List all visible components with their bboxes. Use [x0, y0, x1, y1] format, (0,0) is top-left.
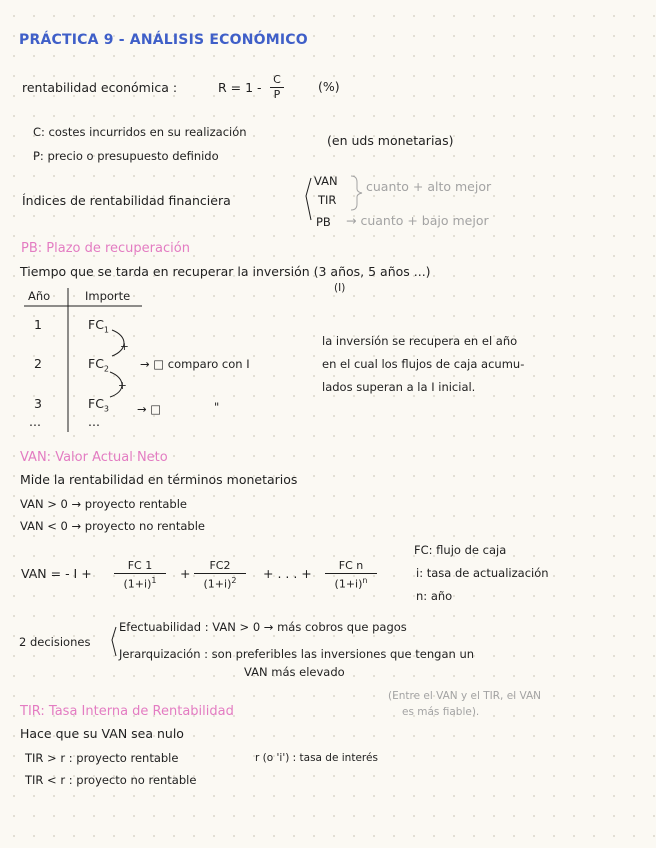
- decision-efectuabilidad: Efectuabilidad : VAN > 0 → más cobros que pagos: [119, 620, 407, 634]
- decisions-label: 2 decisiones: [19, 635, 91, 649]
- index-van: VAN: [314, 174, 338, 188]
- tir-positive: TIR > r : proyecto rentable: [25, 751, 179, 765]
- r-definition: r (o 'i') : tasa de interés: [255, 752, 378, 764]
- pb-row-fc: ...: [88, 414, 100, 429]
- plus-sign: +: [120, 341, 129, 353]
- van-heading: VAN: Valor Actual Neto: [20, 450, 168, 465]
- pb-row-year: 3: [34, 396, 42, 411]
- fraction-numerator: FC 1: [114, 560, 166, 574]
- van-tir-note: (Entre el VAN y el TIR, el VAN: [388, 690, 541, 702]
- index-tir: TIR: [318, 193, 337, 207]
- tir-description: Hace que su VAN sea nulo: [20, 726, 184, 741]
- plus-sign: +: [180, 566, 191, 581]
- pb-row-year: 1: [34, 317, 42, 332]
- tir-negative: TIR < r : proyecto no rentable: [25, 773, 197, 787]
- pb-explain-line: lados superan a la I inicial.: [322, 380, 476, 394]
- rent-econ-fraction: [270, 74, 284, 101]
- van-positive: VAN > 0 → proyecto rentable: [20, 497, 187, 511]
- van-negative: VAN < 0 → proyecto no rentable: [20, 519, 205, 533]
- van-term-1: [114, 560, 166, 591]
- van-tir-brace: [351, 176, 362, 210]
- compare-note: → □ comparo con I: [140, 357, 250, 371]
- pb-explain-line: en el cual los flujos de caja acumu-: [322, 357, 525, 371]
- pb-heading: PB: Plazo de recuperación: [21, 241, 190, 256]
- compare-note-2: → □: [137, 402, 162, 416]
- pb-row-year: ...: [29, 414, 41, 429]
- pb-row-fc: $FC_1$: [88, 317, 110, 335]
- pb-i-label: (I): [334, 282, 346, 294]
- fraction-denominator: $(1+i)^2$: [203, 576, 237, 591]
- legend-n: n: año: [416, 589, 453, 603]
- fraction-denominator: $(1+i)^n$: [334, 576, 368, 591]
- c-definition: C: costes incurridos en su realización: [33, 125, 247, 139]
- pb-row-fc: $FC_3$: [88, 396, 110, 414]
- ditto-mark: ": [214, 400, 220, 414]
- p-definition: P: precio o presupuesto definido: [33, 149, 219, 163]
- legend-fc: FC: flujo de caja: [414, 543, 507, 557]
- fraction-denominator: $(1+i)^1$: [123, 576, 157, 591]
- indices-bracket: [306, 178, 311, 220]
- van-tir-note-cont: es más fiable).: [402, 706, 480, 718]
- legend-i: i: tasa de actualización: [416, 566, 549, 580]
- pb-row-fc: $FC_2$: [88, 356, 110, 374]
- higher-better-note: cuanto + alto mejor: [366, 179, 492, 194]
- fraction-numerator: FC2: [194, 560, 246, 574]
- rent-econ-formula: R = 1 -: [218, 80, 262, 95]
- decision-jerarquizacion-cont: VAN más elevado: [244, 665, 345, 679]
- fraction-numerator: C: [270, 74, 284, 88]
- index-pb: PB: [316, 215, 331, 229]
- page-title: PRÁCTICA 9 - ANÁLISIS ECONÓMICO: [19, 32, 308, 48]
- pb-explain-line: la inversión se recupera en el año: [322, 334, 518, 348]
- decision-jerarquizacion: Jerarquización : son preferibles las inversiones que tengan un: [119, 647, 475, 661]
- rent-econ-unit: (%): [318, 79, 340, 94]
- col-amount-header: Importe: [85, 289, 131, 303]
- fraction-numerator: FC n: [325, 560, 377, 574]
- units-note: (en uds monetarias): [327, 133, 454, 148]
- tir-heading: TIR: Tasa Interna de Rentabilidad: [20, 704, 234, 719]
- van-description: Mide la rentabilidad en términos monetarios: [20, 472, 298, 487]
- van-formula-lhs: VAN = - I +: [21, 566, 92, 581]
- ellipsis-terms: + . . . +: [263, 566, 312, 581]
- van-term-2: [194, 560, 246, 591]
- pb-description: Tiempo que se tarda en recuperar la inversión (3 años, 5 años ...): [20, 264, 431, 279]
- indices-label: Índices de rentabilidad financiera: [22, 193, 231, 208]
- lower-better-note: → cuanto + bajo mejor: [346, 213, 489, 228]
- decisions-bracket: [112, 627, 116, 656]
- rent-econ-label: rentabilidad económica :: [22, 80, 178, 95]
- fraction-denominator: P: [273, 88, 281, 101]
- col-year-header: Año: [28, 289, 51, 303]
- van-term-n: [325, 560, 377, 591]
- plus-sign: +: [118, 380, 127, 392]
- pb-row-year: 2: [34, 356, 42, 371]
